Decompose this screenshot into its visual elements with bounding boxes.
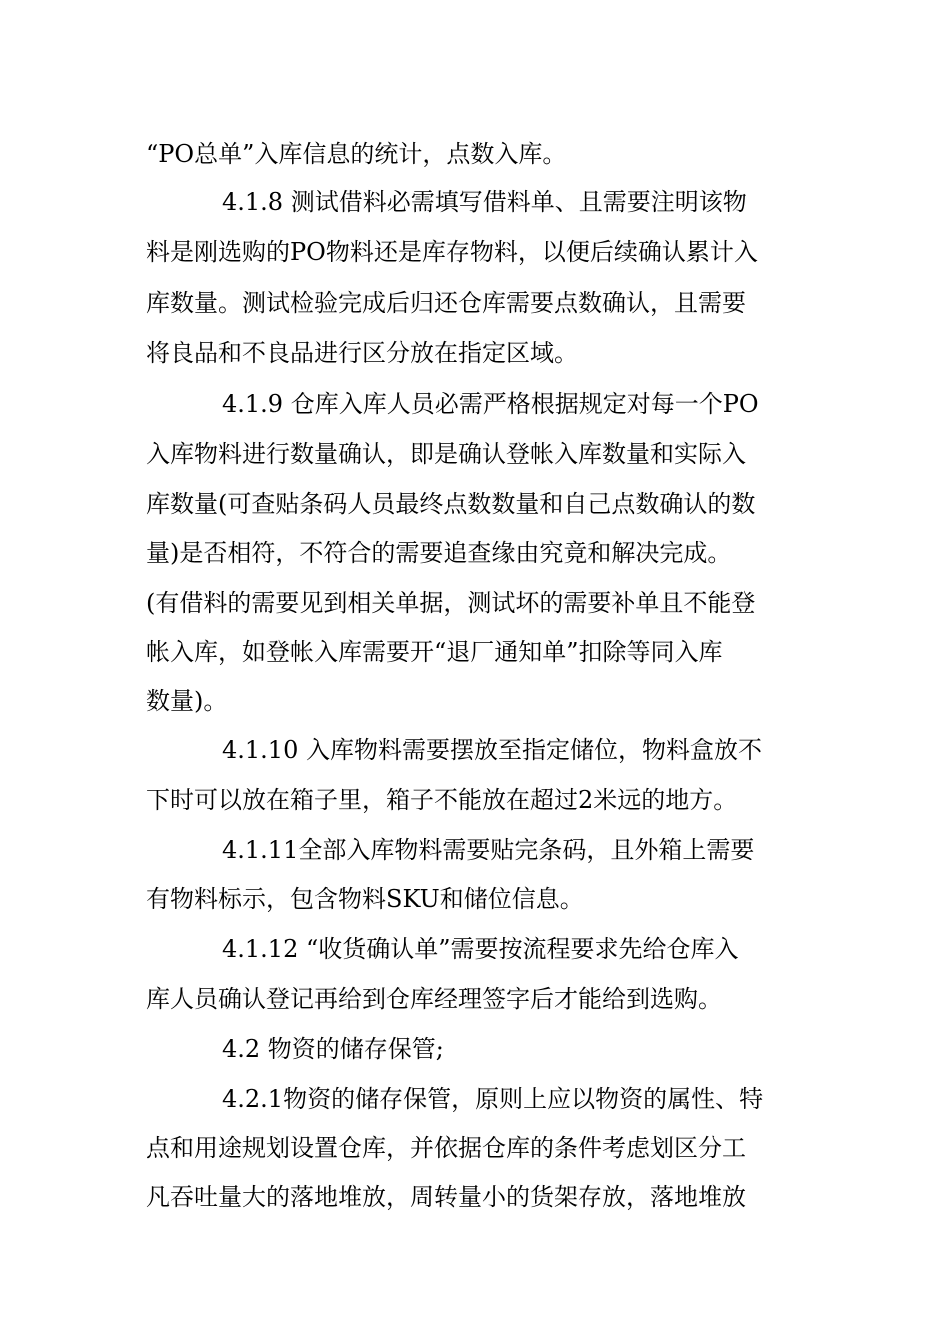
paragraph-4-1-11: 4.1.11全部入库物料需要贴完条码，且外箱上需要 [222, 836, 755, 864]
paragraph-4-1-9: 4.1.9 仓库入库人员必需严格根据规定对每一个PO [222, 390, 759, 418]
text-line: 点和用途规划设置仓库，并依据仓库的条件考虑划区分工 [146, 1134, 746, 1162]
text-line: 库数量。测试检验完成后归还仓库需要点数确认，且需要 [146, 289, 746, 317]
text-line: 凡吞吐量大的落地堆放，周转量小的货架存放，落地堆放 [146, 1183, 746, 1211]
paragraph-4-2-1: 4.2.1物资的储存保管，原则上应以物资的属性、特 [222, 1085, 764, 1113]
section-heading-4-2: 4.2 物资的储存保管; [222, 1035, 444, 1063]
text-line: 库数量(可查贴条码人员最终点数数量和自己点数确认的数 [146, 490, 756, 518]
text-line: 料是刚选购的PO物料还是库存物料，以便后续确认累计入 [146, 238, 758, 266]
paragraph-4-1-8: 4.1.8 测试借料必需填写借料单、且需要注明该物 [222, 188, 747, 216]
paragraph-4-1-12: 4.1.12 “收货确认单”需要按流程要求先给仓库入 [222, 935, 739, 963]
text-line: 量)是否相符，不符合的需要追查缘由究竟和解决完成。 [146, 539, 732, 567]
paragraph-4-1-10: 4.1.10 入库物料需要摆放至指定储位，物料盒放不 [222, 736, 762, 764]
text-line: 数量)。 [146, 687, 228, 715]
text-line: 入库物料进行数量确认，即是确认登帐入库数量和实际入 [146, 440, 746, 468]
text-line: 将良品和不良品进行区分放在指定区域。 [146, 339, 578, 367]
text-line: 下时可以放在箱子里，箱子不能放在超过2米远的地方。 [146, 786, 738, 814]
text-line: (有借料的需要见到相关单据，测试坏的需要补单且不能登 [146, 589, 756, 617]
text-line: 帐入库，如登帐入库需要开“退厂通知单”扣除等同入库 [146, 638, 723, 666]
text-line: “PO总单”入库信息的统计，点数入库。 [146, 140, 567, 168]
text-line: 有物料标示，包含物料SKU和储位信息。 [146, 885, 584, 913]
text-line: 库人员确认登记再给到仓库经理签字后才能给到选购。 [146, 985, 722, 1013]
